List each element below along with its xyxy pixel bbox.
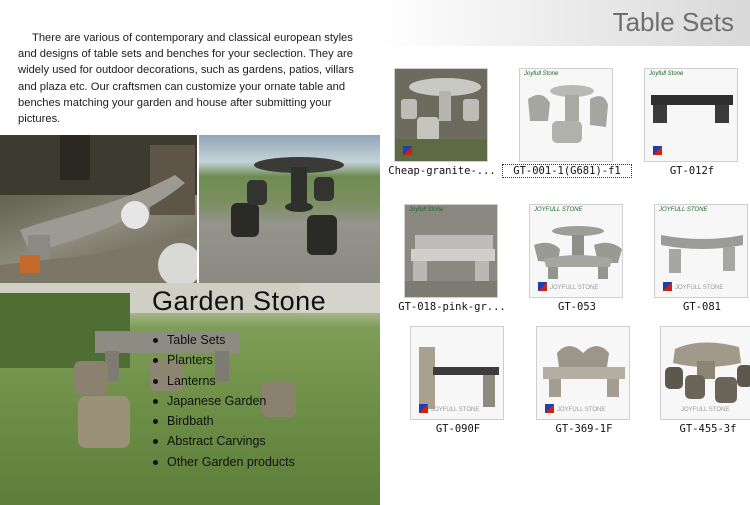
- bench-image: [405, 205, 498, 298]
- product-caption[interactable]: GT-090F: [435, 423, 481, 435]
- product-caption[interactable]: GT-369-1F: [555, 423, 613, 435]
- product-caption[interactable]: GT-455-3f: [679, 423, 737, 435]
- watermark-text: JOYFULL STONE: [534, 207, 583, 213]
- watermark-text: Joyfull Stone: [524, 71, 559, 77]
- garden-stone-title: Garden Stone: [152, 286, 327, 316]
- category-label: Birdbath: [167, 414, 214, 429]
- logo-icon: [663, 282, 672, 291]
- product-caption[interactable]: Cheap-granite-...: [388, 165, 496, 177]
- product-thumbnail[interactable]: [660, 326, 750, 420]
- table-set-image: [520, 69, 613, 162]
- category-label: Abstract Carvings: [167, 434, 266, 449]
- category-item-table-sets: [152, 333, 295, 353]
- category-label: Other Garden products: [167, 454, 295, 469]
- product-caption[interactable]: GT-081: [683, 301, 721, 313]
- product-card[interactable]: [384, 68, 514, 188]
- category-item-other-garden-products: [152, 455, 295, 475]
- product-caption[interactable]: GT-012f: [669, 165, 715, 177]
- product-thumbnail[interactable]: [410, 326, 504, 420]
- logo-icon: [653, 146, 662, 155]
- stone-bench-illustration: [0, 135, 197, 283]
- product-thumbnail[interactable]: [519, 68, 613, 162]
- product-card[interactable]: [394, 204, 524, 324]
- logo-icon: [403, 146, 412, 155]
- photo-round-table-set: [199, 135, 380, 283]
- category-item-lanterns: [152, 374, 295, 394]
- category-label: Planters: [167, 353, 213, 368]
- category-label: Lanterns: [167, 373, 216, 388]
- brand-text: JOYFULL STONE: [675, 285, 724, 291]
- product-card[interactable]: [509, 68, 639, 188]
- product-thumbnail[interactable]: [529, 204, 623, 298]
- product-caption[interactable]: GT-001-1(G681)-f1: [503, 165, 631, 177]
- product-card[interactable]: [650, 326, 750, 446]
- bullet-icon: [153, 419, 158, 424]
- bullet-icon: [153, 338, 158, 343]
- logo-icon: [545, 404, 554, 413]
- watermark-text: Joyfull Stone: [409, 207, 444, 213]
- table-set-illustration: [199, 135, 380, 283]
- intro-paragraph: There are various of contemporary and classical european styles and designs of table sets and benches for your seclection. They are widely used for outdoor decorations, such as gardens, patios, villars and plaza etc. Our craftsmen can customize your ornate table and benches matching your garden and house after submitting your pictures.: [18, 32, 354, 126]
- category-list: [152, 333, 295, 475]
- product-thumbnail[interactable]: [404, 204, 498, 298]
- bullet-icon: [153, 439, 158, 444]
- logo-icon: [419, 404, 428, 413]
- bullet-icon: [153, 399, 158, 404]
- bullet-icon: [153, 358, 158, 363]
- watermark-text: JOYFULL STONE: [659, 207, 708, 213]
- brand-text: JOYFULL STONE: [557, 407, 606, 413]
- brand-text: JOYFULL STONE: [681, 407, 730, 413]
- bullet-icon: [153, 460, 158, 465]
- product-card[interactable]: [519, 204, 649, 324]
- table-sets-title: Table Sets: [612, 7, 734, 37]
- category-label: Japanese Garden: [167, 393, 267, 408]
- catalog-header: [380, 0, 750, 46]
- product-card[interactable]: [644, 204, 750, 324]
- category-item-birdbath: [152, 414, 295, 434]
- catalog-right-panel: [380, 0, 750, 505]
- product-caption[interactable]: GT-053: [558, 301, 596, 313]
- category-item-planters: [152, 353, 295, 373]
- brand-text: JOYFULL STONE: [431, 407, 480, 413]
- product-thumbnail[interactable]: [654, 204, 748, 298]
- category-item-abstract-carvings: [152, 434, 295, 454]
- product-card[interactable]: [400, 326, 530, 446]
- product-card[interactable]: [526, 326, 656, 446]
- watermark-text: Joyfull Stone: [649, 71, 684, 77]
- product-thumbnail[interactable]: [536, 326, 630, 420]
- logo-icon: [538, 282, 547, 291]
- product-card[interactable]: [634, 68, 750, 188]
- category-item-japanese-garden: [152, 394, 295, 414]
- product-thumbnail[interactable]: [394, 68, 488, 162]
- photo-stone-bench: [0, 135, 197, 283]
- bullet-icon: [153, 379, 158, 384]
- category-label: Table Sets: [167, 333, 226, 347]
- product-thumbnail[interactable]: [644, 68, 738, 162]
- product-caption[interactable]: GT-018-pink-gr...: [398, 301, 506, 313]
- brand-text: JOYFULL STONE: [550, 285, 599, 291]
